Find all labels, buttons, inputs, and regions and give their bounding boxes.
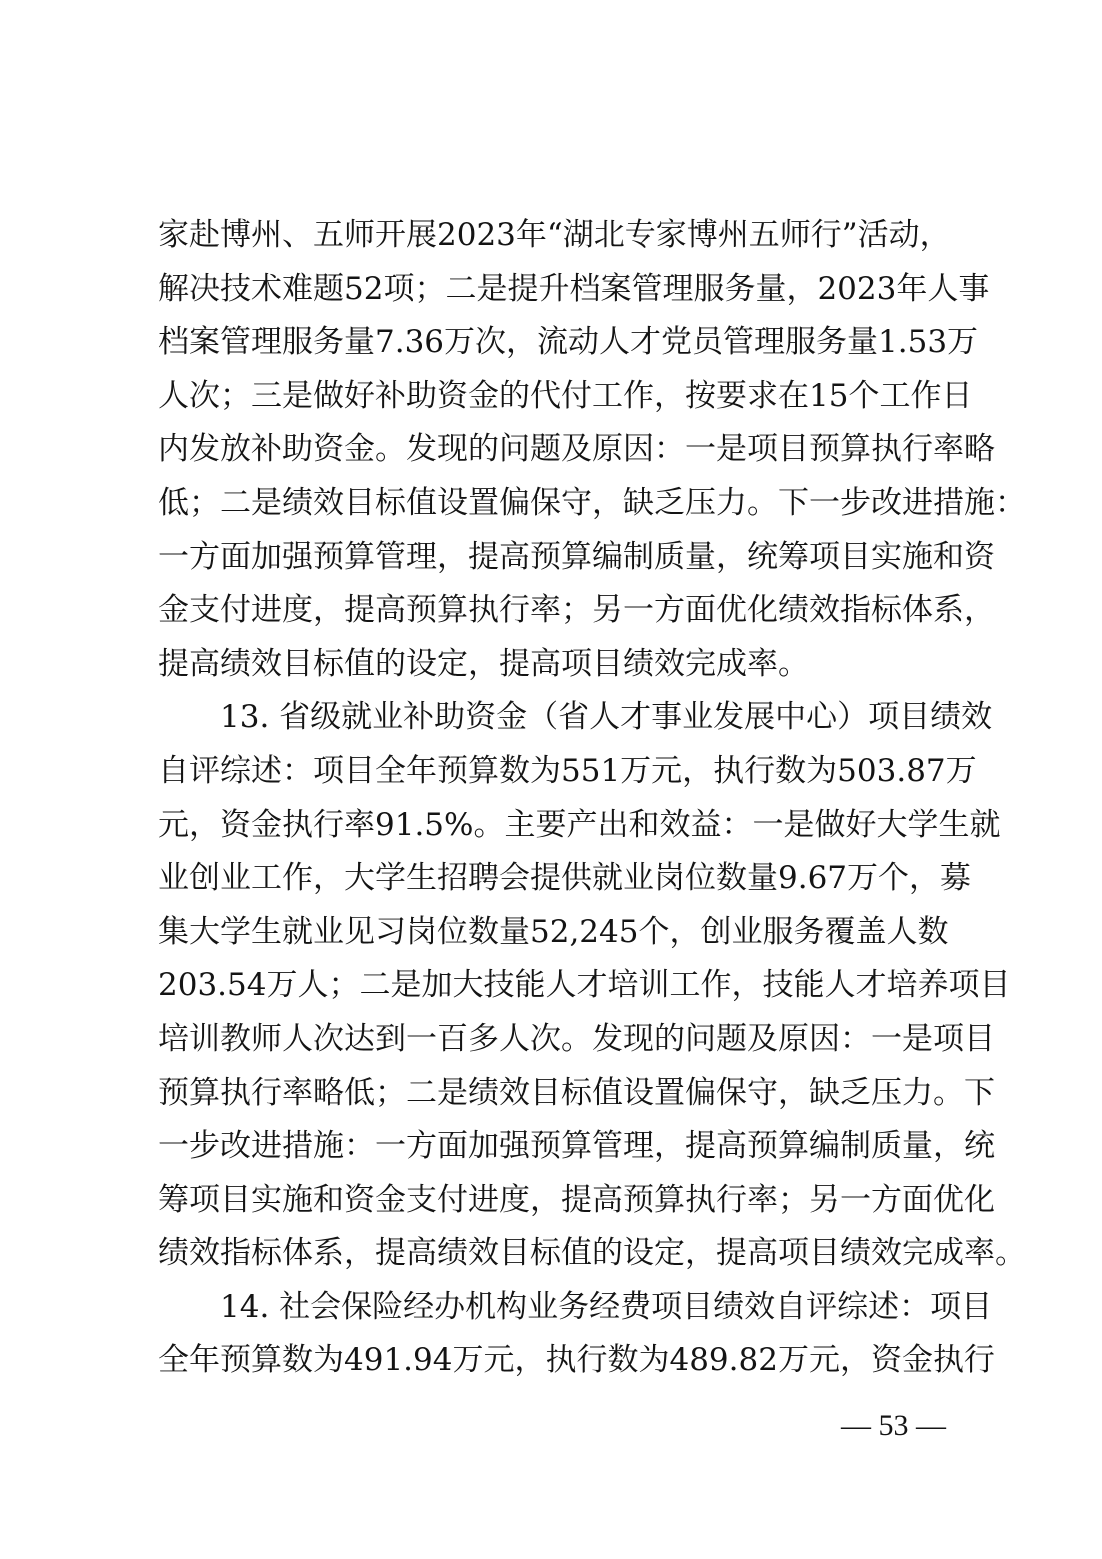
text-line: 内发放补助资金。发现的问题及原因：一是项目预算执行率略 [158, 431, 995, 468]
text-line: 全年预算数为491.94万元，执行数为489.82万元，资金执行 [158, 1342, 995, 1379]
text-line: 集大学生就业见习岗位数量52,245个，创业服务覆盖人数 [158, 913, 949, 950]
text-line: 203.54万人；二是加大技能人才培训工作，技能人才培养项目 [158, 967, 1011, 1004]
text-line: 一方面加强预算管理，提高预算编制质量，统筹项目实施和资 [158, 538, 995, 575]
text-line: 培训教师人次达到一百多人次。发现的问题及原因：一是项目 [158, 1020, 995, 1057]
text-line: 业创业工作，大学生招聘会提供就业岗位数量9.67万个，募 [158, 860, 972, 897]
paragraph-end-line: 提高绩效目标值的设定，提高项目绩效完成率。 [158, 645, 809, 682]
text-line: 低；二是绩效目标值设置偏保守，缺乏压力。下一步改进措施： [158, 484, 1026, 521]
text-line: 自评综述：项目全年预算数为551万元，执行数为503.87万 [158, 752, 977, 789]
text-line: 预算执行率略低；二是绩效目标值设置偏保守，缺乏压力。下 [158, 1074, 995, 1111]
section-14-heading-line: 14. 社会保险经办机构业务经费项目绩效自评综述：项目 [220, 1288, 993, 1325]
text-line: 筹项目实施和资金支付进度，提高预算执行率；另一方面优化 [158, 1181, 995, 1218]
text-line: 人次；三是做好补助资金的代付工作，按要求在15个工作日 [158, 377, 973, 414]
text-line: 家赴博州、五师开展2023年“湖北专家博州五师行”活动， [158, 217, 951, 253]
text-line: 元，资金执行率91.5%。主要产出和效益：一是做好大学生就 [158, 806, 1001, 843]
text-line: 绩效指标体系，提高绩效目标值的设定，提高项目绩效完成率。 [158, 1235, 1026, 1272]
section-13-heading-line: 13. 省级就业补助资金（省人才事业发展中心）项目绩效 [220, 699, 993, 736]
page-number: — 53 — [841, 1409, 946, 1442]
text-line: 档案管理服务量7.36万次，流动人才党员管理服务量1.53万 [158, 324, 979, 361]
text-line: 金支付进度，提高预算执行率；另一方面优化绩效指标体系， [158, 592, 995, 629]
text-line: 解决技术难题52项；二是提升档案管理服务量，2023年人事 [158, 270, 990, 307]
body-text [158, 209, 1026, 1388]
text-line: 一步改进措施：一方面加强预算管理，提高预算编制质量，统 [158, 1128, 995, 1165]
